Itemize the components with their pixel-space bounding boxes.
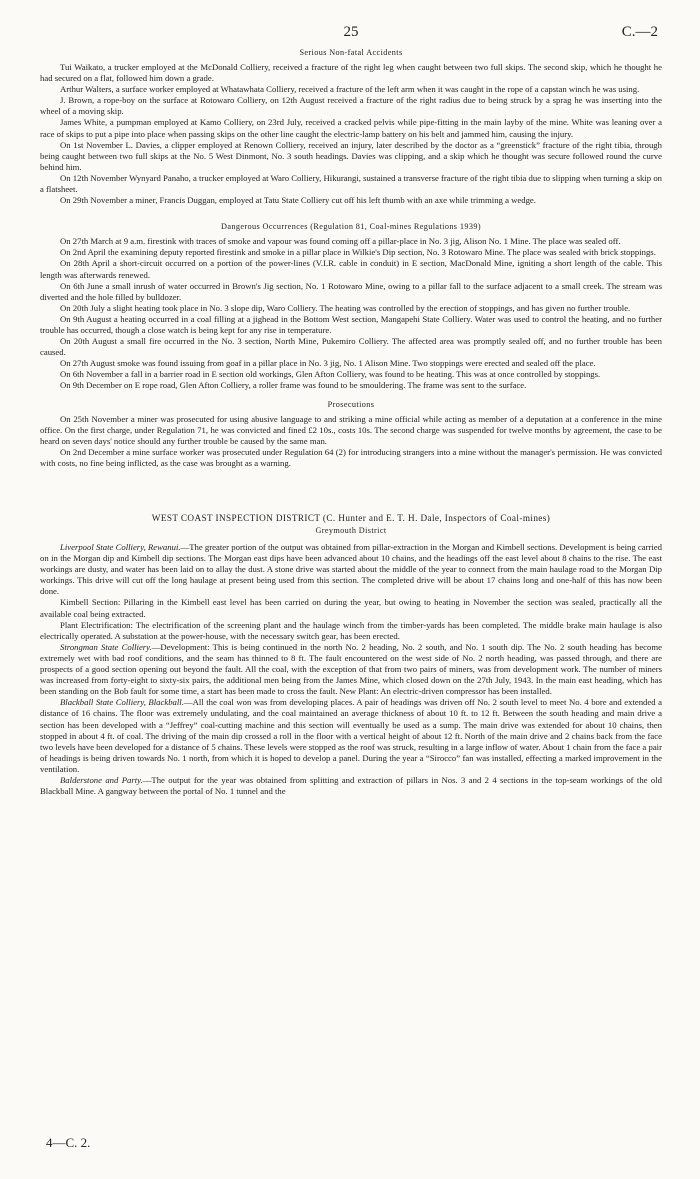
paragraph-text: Kimbell Section: Pillaring in the Kimbell east level has been carried on during the year, but owing to heating in November the section was sealed, practically all the available coal being extracted. xyxy=(40,597,662,619)
paragraph xyxy=(40,775,662,797)
paragraph: On 2nd December a mine surface worker was prosecuted under Regulation 64 (2) for introducing strangers into a mine without the manager's permission. He was convicted with costs, no fine being inflicted, as the case was brought as a warning. xyxy=(40,446,662,468)
dangerous-occurrences-section xyxy=(40,236,662,391)
paragraph: On 25th November a miner was prosecuted for using abusive language to and striking a mine official while acting as member of a deputation at a conference in the mine office. On the first charge, under Regulation 71, he was convicted and fined £2 10s., costs 10s. The second charge was suspended for twelve months by agreement, the case to be heard on seven days' notice should any further trouble be caused by the same man. xyxy=(40,413,662,446)
paragraph: Arthur Walters, a surface worker employed at Whatawhata Colliery, received a fracture of the left arm when it was caught in the rope of a capstan winch he was using. xyxy=(60,84,640,95)
paragraph-text: —Development: This is being continued in the north No. 2 heading, No. 2 south, and No. 1 south dip. The No. 2 south heading has become extremely wet with bad roof conditions, and the seam has thinned to 8 ft. The fault encountered on the west side of No. 2 north heading, was passed through, and there are prospects of a good section opening out beyond the fault. All the coal, with the exception of that from two pairs of miners, was from development work. The number of miners was increased from forty-eight to sixty-six pairs, the additional men being from the James Mine, which closed down on the 27th July, 1943. In the main east heading, which has been standing on the Bob fault for some time, a start has been made to cross the fault. New Plant: An electric-driven compressor has been installed. xyxy=(40,641,662,697)
paragraph-text: —All the coal won was from developing places. A pair of headings was driven off No. 2 south level to meet No. 4 bore and extended a distance of 16 chains. The floor was extremely undulating, and the coal maintained an average thickness of about 10 ft. to 12 ft. Between the south heading and main drive a section has been developed with a “Jeffrey” coal-cutting machine and this section will eventually be used as a sump. The main drive was extended for about 10 chains, then stopped in about 4 ft. of coal. The driving of the main dip crossed a roll in the floor with a vertical height of about 12 ft. North of the main drive and 2 chains back from the face two levels have been developed for a distance of 5 chains. These levels were stopped as the roof was struck, resulting in a large inflow of water. About 1 chain from the face a pair of headings is being driven towards No. 1 north, from which it is hoped to develop a panel. During the year a “Sirocco” fan was installed, effecting a marked improvement in the ventilation. xyxy=(40,697,662,774)
page-header xyxy=(40,0,662,40)
paragraph: Tui Waikato, a trucker employed at the McDonald Colliery, received a fracture of the right leg when caught between two full skips. The second skip, which he thought he had secured on a flat, followed him down a grade. xyxy=(40,62,662,84)
paragraph-text: —The greater portion of the output was obtained from pillar-extraction in the Morgan and Kimbell sections. Development is being carried on in the Morgan dip and Kimbell dip sections. The Morgan east dips have been advanced about 10 chains, and the headings off the east level about 8 chains to the rise. The east workings are dusty, and water has been laid on to allay the dust. A stone drive was started about the middle of the year to connect from the main haulage road to the Morgan Dip workings. This drive will cut off the long haulage at present being used from this section. The completed drive will be about 17 chains long and one-half of this has now been done. xyxy=(40,542,662,597)
paragraph: On 2nd April the examining deputy reported firestink and smoke in a pillar place in Wilkie's Dip section, No. 3 Rotowaro Mine. The place was sealed with brick stoppings. xyxy=(60,247,656,258)
paragraph xyxy=(40,542,662,597)
paragraph: On 29th November a miner, Francis Duggan, employed at Tatu State Colliery cut off his left thumb with an axe while trimming a wedge. xyxy=(60,195,536,206)
paragraph: On 27th March at 9 a.m. firestink with traces of smoke and vapour was found coming off a pillar-place in No. 3 jig, Alison No. 1 Mine. The place was sealed off. xyxy=(60,236,621,247)
paragraph: On 1st November L. Davies, a clipper employed at Renown Colliery, received an injury, later described by the doctor as a “greenstick” fracture of the right tibia, through being caught between two full skips at the No. 5 West Dinmont, No. 3 south headings. Davies was clipping, and a skip which he thought was secure followed round the curve behind him. xyxy=(40,139,662,172)
district-subheading: Greymouth District xyxy=(315,526,387,535)
paragraph xyxy=(40,620,662,642)
prosecutions-section xyxy=(40,414,662,469)
paragraph: On 6th November a fall in a barrier road in E section old workings, Glen Afton Colliery, was found to be heating. This was at once controlled by stoppings. xyxy=(60,369,601,380)
paragraph: On 28th April a short-circuit occurred on a portion of the power-lines (V.I.R. cable in conduit) in E section, MacDonald Mine, igniting a short length of the cable. This length was afterwards renewed. xyxy=(40,258,662,280)
paragraph: On 9th August a heating occurred in a coal filling at a jighead in the Bottom West section, Mangapehi State Colliery. Water was used to control the heating, and no further trouble has occurred, though a close watch is being kept for any rise in temperature. xyxy=(40,313,662,335)
paragraph xyxy=(40,597,662,619)
page-number: 25 xyxy=(343,24,359,40)
paragraph: On 12th November Wynyard Panaho, a trucker employed at Waro Colliery, Hikurangi, sustained a transverse fracture of the right tibia due to slipping when turning a skip on a flatsheet. xyxy=(40,172,663,195)
paragraph: James White, a pumpman employed at Kamo Colliery, on 23rd July, received a cracked pelvis while pipe-fitting in the main layby of the mine. White was leaning over a race of skips to put a pipe into place when passing skips on the other line caught the electric-lamp battery on his belt and jammed him, causing the injury. xyxy=(40,117,662,139)
west-coast-section xyxy=(40,542,662,797)
mine-name: Liverpool State Colliery, Rewanui. xyxy=(60,542,181,552)
signature-mark: 4—C. 2. xyxy=(46,1135,91,1150)
paragraph: On 20th August a small fire occurred in the No. 3 section, North Mine, Pukemiro Colliery. The affected area was promptly sealed off, and no further trouble has been caused. xyxy=(40,336,662,358)
mine-name: Balderstone and Party. xyxy=(60,774,143,785)
paragraph: On 27th August smoke was found issuing from goaf in a pillar place in No. 3 jig, No. 1 Alison Mine. Two stoppings were erected and sealed off the place. xyxy=(60,358,596,369)
paragraph-text: Plant Electrification: The electrification of the screening plant and the haulage winch from the timber-yards has been completed. The middle brake main haulage is also electrically operated. A substation at the power-house, with the necessary switch gear, has been erected. xyxy=(40,619,662,641)
paragraph: On 6th June a small inrush of water occurred in Brown's Jig section, No. 1 Rotowaro Mine, owing to a pillar fall to the surface adjacent to a small creek. The stream was diverted and the hole filled by bulldozer. xyxy=(40,280,662,302)
prosecutions-heading: Prosecutions xyxy=(327,399,375,409)
mine-name: Blackball State Colliery, Blackball. xyxy=(60,697,184,708)
serious-accidents-heading: Serious Non-fatal Accidents xyxy=(299,48,403,57)
paragraph: J. Brown, a rope-boy on the surface at Rotowaro Colliery, on 12th August received a fracture of the right radius due to being struck by a sprag he was inserting into the wheel of a moving skip. xyxy=(40,95,662,117)
district-heading: WEST COAST INSPECTION DISTRICT (C. Hunter and E. T. H. Dale, Inspectors of Coal-mines) xyxy=(151,513,551,523)
paragraph: On 9th December on E rope road, Glen Afton Colliery, a roller frame was found to be smouldering. The frame was sent to the surface. xyxy=(60,380,527,391)
paragraph xyxy=(40,697,662,775)
serious-accidents-section xyxy=(40,62,662,206)
report-reference: C.—2 xyxy=(621,24,658,40)
mine-name: Strongman State Colliery. xyxy=(60,641,152,652)
paragraph xyxy=(40,642,662,697)
dangerous-occurrences-heading: Dangerous Occurrences (Regulation 81, Coal-mines Regulations 1939) xyxy=(221,222,481,232)
paragraph: On 20th July a slight heating took place in No. 3 slope dip, Waro Colliery. The heating was controlled by the erection of stoppings, and has given no further trouble. xyxy=(60,302,631,313)
paragraph-text: —The output for the year was obtained from splitting and extraction of pillars in Nos. 3 and 2 4 sections in the top-seam workings of the old Blackball Mine. A gangway between the portal of No. 1 tunnel and the xyxy=(40,774,662,797)
